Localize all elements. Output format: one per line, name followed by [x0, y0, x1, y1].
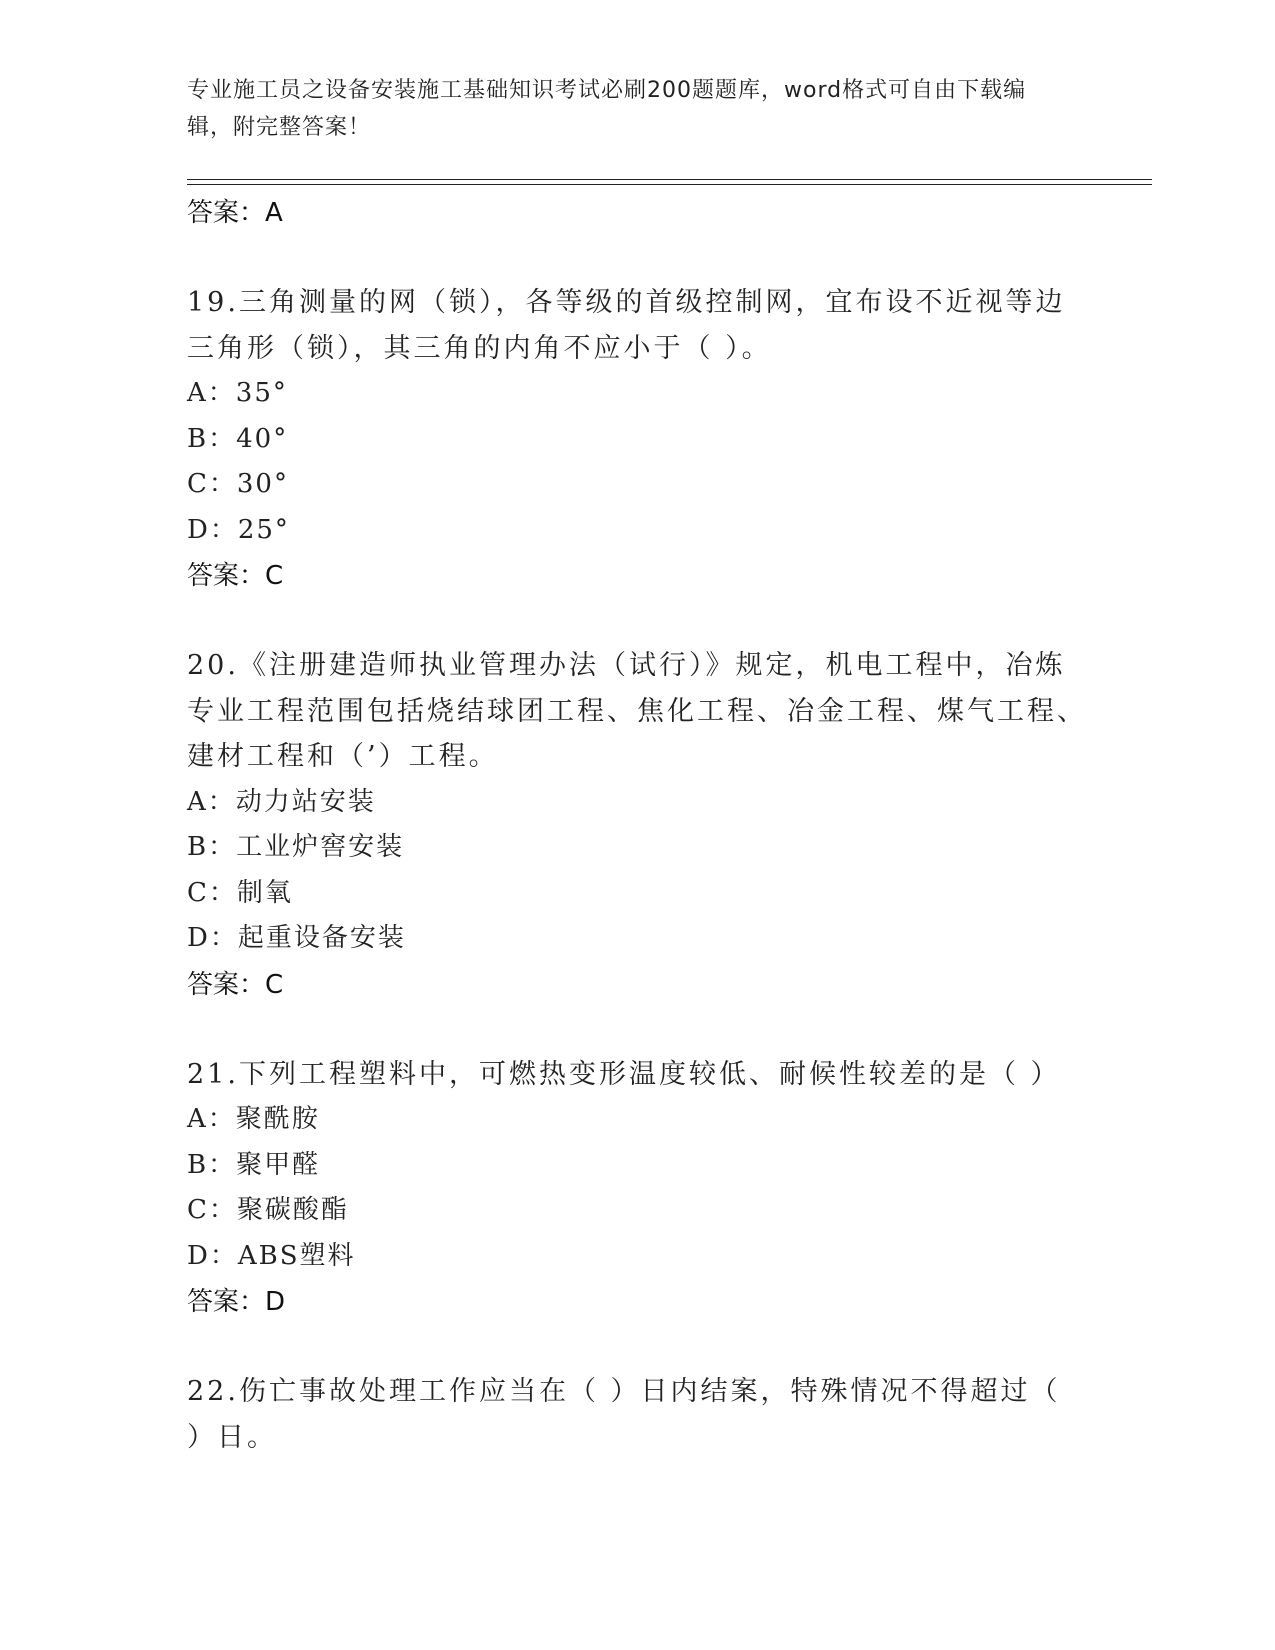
question-list: [187, 190, 1087, 1460]
question-22: [187, 1369, 1087, 1460]
spacer: [187, 1008, 1087, 1052]
option-c: C：30°: [187, 469, 289, 499]
option-a: A：35°: [187, 378, 288, 408]
option-d: D：25°: [187, 514, 290, 545]
header-rule-bottom: [187, 184, 1152, 185]
option-d: D：起重设备安装: [187, 923, 406, 953]
answer-18: 答案：A: [187, 198, 283, 228]
option-a: A：动力站安装: [187, 786, 376, 817]
header-rule-top: [187, 179, 1152, 180]
question-text: 20.《注册建造师执业管理办法（试行）》规定，机电工程中，冶炼专业工程范围包括烧结球团工程、焦化工程、冶金工程、煤气工程、建材工程和（’）工程。: [187, 650, 1087, 772]
option-d: D：ABS塑料: [187, 1240, 356, 1271]
option-c: C：制氧: [187, 877, 293, 908]
question-text: 22.伤亡事故处理工作应当在（ ）日内结案，特殊情况不得超过（ ）日。: [187, 1376, 1061, 1453]
question-19: [187, 280, 1087, 599]
spacer: [187, 1325, 1087, 1369]
question-text: 21.下列工程塑料中，可燃热变形温度较低、耐候性较差的是（ ）: [187, 1058, 1061, 1090]
answer-20: 答案：C: [187, 969, 284, 1000]
document-header: 专业施工员之设备安装施工基础知识考试必刷200题题库，word格式可自由下载编辑，附完整答案！: [187, 78, 1027, 140]
option-b: B：工业炉窖安装: [187, 832, 405, 862]
answer-21: 答案：D: [187, 1287, 286, 1317]
answer-19: 答案：C: [187, 561, 284, 591]
spacer: [187, 236, 1087, 280]
option-c: C：聚碳酸酯: [187, 1195, 349, 1225]
question-text: 19.三角测量的网（锁），各等级的首级控制网，宜布设不近视等边三角形（锁），其三角的内角不应小于（ ）。: [187, 287, 1066, 364]
option-b: B：聚甲醛: [187, 1149, 321, 1180]
spacer: [187, 599, 1087, 643]
option-b: B：40°: [187, 423, 289, 454]
question-20: [187, 643, 1087, 1008]
question-21: [187, 1052, 1087, 1326]
option-a: A：聚酰胺: [187, 1104, 320, 1134]
